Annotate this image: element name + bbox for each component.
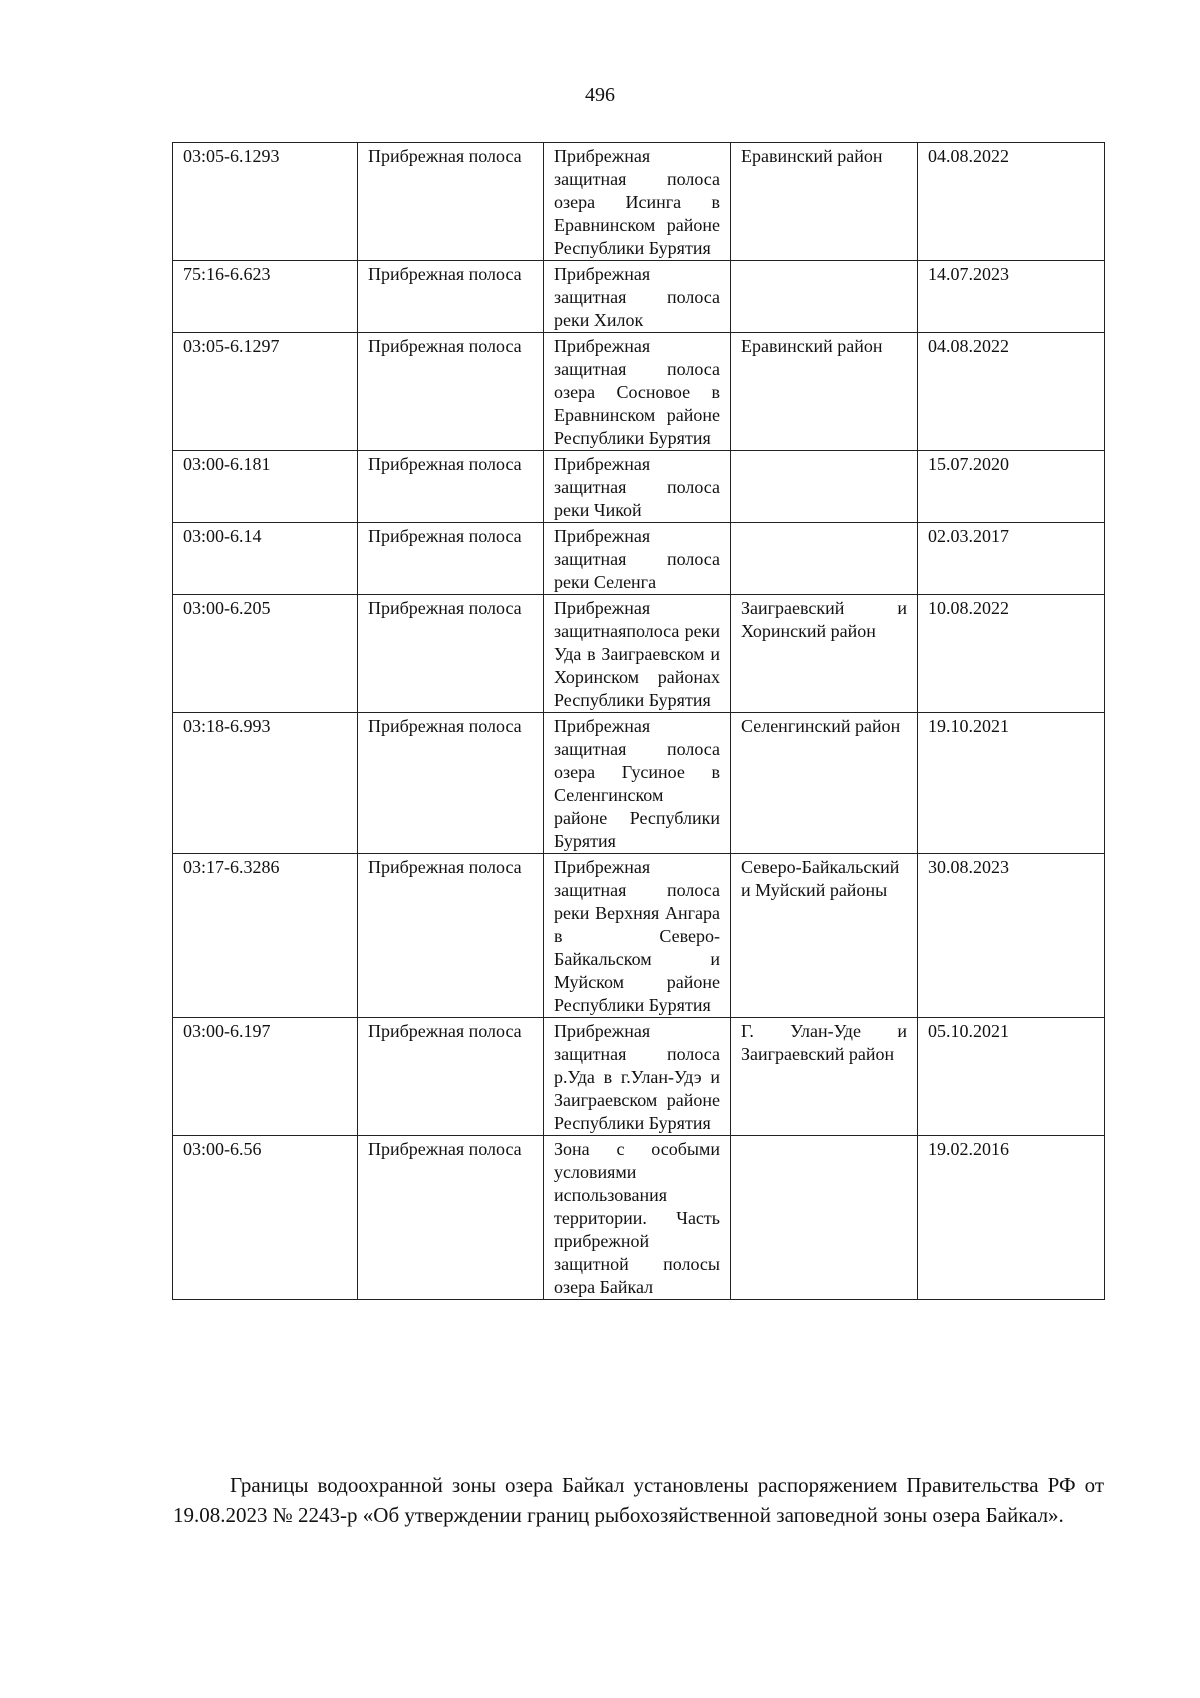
zone-date-cell: 05.10.2021	[918, 1018, 1105, 1136]
zone-district-cell: Заиграевский и Хоринский район	[731, 595, 918, 713]
zone-code-cell: 03:18-6.993	[173, 713, 358, 854]
zone-district-cell: Селенгинский район	[731, 713, 918, 854]
zone-type-cell: Прибрежная полоса	[358, 523, 544, 595]
table-row	[173, 1136, 1105, 1300]
zone-date-cell: 02.03.2017	[918, 523, 1105, 595]
table-row	[173, 713, 1105, 854]
zone-type-cell: Прибрежная полоса	[358, 333, 544, 451]
zone-type-cell: Прибрежная полоса	[358, 713, 544, 854]
zone-code-cell: 03:17-6.3286	[173, 854, 358, 1018]
zone-district-cell	[731, 523, 918, 595]
table-row	[173, 523, 1105, 595]
body-paragraph: Границы водоохранной зоны озера Байкал установлены распоряжением Правительства РФ от 19.08.2023 № 2243-р «Об утверждении границ рыбохозяйственной заповедной зоны озера Байкал».	[173, 1473, 1104, 1527]
zone-date-cell: 30.08.2023	[918, 854, 1105, 1018]
zone-district-cell: Северо-Байкальский и Муйский районы	[731, 854, 918, 1018]
zone-type-cell: Прибрежная полоса	[358, 451, 544, 523]
zone-code-cell: 03:00-6.56	[173, 1136, 358, 1300]
zone-type-cell: Прибрежная полоса	[358, 261, 544, 333]
zone-type-cell: Прибрежная полоса	[358, 854, 544, 1018]
zone-type-cell: Прибрежная полоса	[358, 1136, 544, 1300]
zone-date-cell: 19.10.2021	[918, 713, 1105, 854]
zone-district-cell	[731, 261, 918, 333]
zone-code-cell: 03:05-6.1293	[173, 143, 358, 261]
table-row	[173, 451, 1105, 523]
zone-code-cell: 03:00-6.14	[173, 523, 358, 595]
table-row	[173, 854, 1105, 1018]
zone-district-cell: Еравинский район	[731, 333, 918, 451]
zone-description-cell: Прибрежная защитная полоса реки Селенга	[544, 523, 731, 595]
zone-district-cell	[731, 451, 918, 523]
zone-date-cell: 19.02.2016	[918, 1136, 1105, 1300]
zone-description-cell: Прибрежная защитная полоса реки Верхняя Ангара в Северо-Байкальском и Муйском районе Республики Бурятия	[544, 854, 731, 1018]
zone-code-cell: 75:16-6.623	[173, 261, 358, 333]
zone-description-cell: Прибрежная защитная полоса реки Чикой	[544, 451, 731, 523]
zone-date-cell: 15.07.2020	[918, 451, 1105, 523]
zone-district-cell	[731, 1136, 918, 1300]
zone-description-cell: Прибрежная защитнаяполоса реки Уда в Заиграевском и Хоринском районах Республики Бурятия	[544, 595, 731, 713]
table-row	[173, 595, 1105, 713]
zone-code-cell: 03:05-6.1297	[173, 333, 358, 451]
table-row	[173, 143, 1105, 261]
zone-type-cell: Прибрежная полоса	[358, 595, 544, 713]
zone-date-cell: 10.08.2022	[918, 595, 1105, 713]
zone-description-cell: Зона с особыми условиями использования территории. Часть прибрежной защитной полосы озера Байкал	[544, 1136, 731, 1300]
zone-description-cell: Прибрежная защитная полоса реки Хилок	[544, 261, 731, 333]
zone-type-cell: Прибрежная полоса	[358, 1018, 544, 1136]
zone-description-cell: Прибрежная защитная полоса озера Исинга в Еравнинском районе Республики Бурятия	[544, 143, 731, 261]
zone-district-cell: Еравинский район	[731, 143, 918, 261]
zone-description-cell: Прибрежная защитная полоса озера Гусиное в Селенгинском районе Республики Бурятия	[544, 713, 731, 854]
zones-table	[172, 142, 1105, 1300]
table-row	[173, 1018, 1105, 1136]
zone-date-cell: 14.07.2023	[918, 261, 1105, 333]
table-row	[173, 261, 1105, 333]
zone-code-cell: 03:00-6.205	[173, 595, 358, 713]
zone-date-cell: 04.08.2022	[918, 143, 1105, 261]
zone-district-cell: Г. Улан-Уде и Заиграевский район	[731, 1018, 918, 1136]
zone-type-cell: Прибрежная полоса	[358, 143, 544, 261]
zone-code-cell: 03:00-6.197	[173, 1018, 358, 1136]
zone-date-cell: 04.08.2022	[918, 333, 1105, 451]
zone-code-cell: 03:00-6.181	[173, 451, 358, 523]
zone-description-cell: Прибрежная защитная полоса озера Сосновое в Еравнинском районе Республики Бурятия	[544, 333, 731, 451]
page-number: 496	[585, 84, 615, 106]
table-row	[173, 333, 1105, 451]
zone-description-cell: Прибрежная защитная полоса р.Уда в г.Улан-Удэ и Заиграевском районе Республики Бурятия	[544, 1018, 731, 1136]
